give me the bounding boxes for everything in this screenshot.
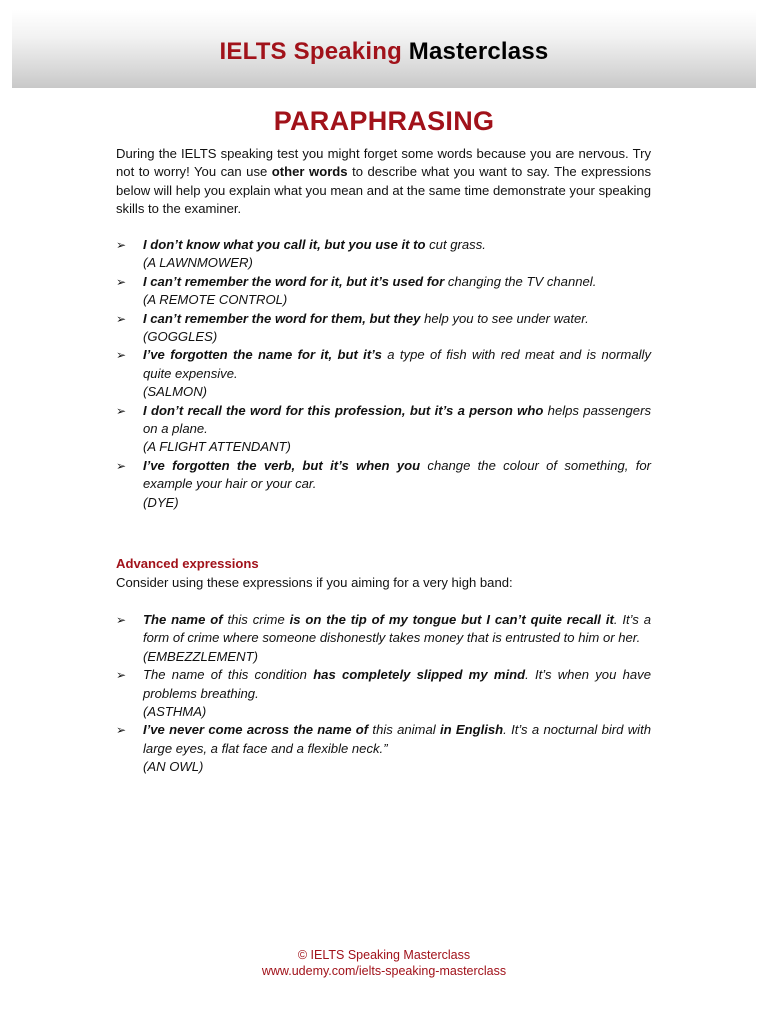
expression-phrase-bold: The name of: [143, 612, 223, 627]
expression-answer: (A REMOTE CONTROL): [143, 292, 288, 308]
expression-phrase: . It’s a form of crime where someone dishonestly takes money that is entrusted to him or her.: [143, 612, 651, 646]
expression-text: [143, 403, 651, 436]
expression-phrase-bold: I can’t remember the word for them, but they: [143, 310, 421, 326]
expression-text: [143, 667, 651, 700]
expression-text: [143, 274, 596, 289]
expression-phrase-bold: in English: [439, 722, 504, 738]
expression-phrase: The name of this condition: [143, 667, 314, 683]
expression-phrase: change the colour of something, for example your hair or your car.: [143, 457, 651, 492]
arrow-bullet-icon: ➢: [116, 274, 127, 289]
expression-phrase: cut grass.: [425, 237, 486, 252]
intro-paragraph: [116, 145, 651, 219]
header-banner: [12, 10, 756, 88]
expression-answer: (ASTHMA): [143, 704, 207, 720]
expression-answer: (A LAWNMOWER): [143, 255, 253, 271]
banner-title-plain: Masterclass: [401, 38, 549, 65]
expression-phrase: . It’s when you have problems breathing.: [143, 667, 651, 701]
intro-text-part1: During the IELTS speaking test you might forget some words because you are nervous. Try not to worry! You can use: [116, 146, 651, 180]
expression-answer: (EMBEZZLEMENT): [143, 648, 258, 664]
expression-item: [116, 346, 651, 401]
expression-answer: (A FLIGHT ATTENDANT): [143, 439, 291, 455]
expression-text: [143, 347, 651, 380]
advanced-expression-item: [116, 721, 651, 776]
advanced-expression-item: [116, 666, 651, 721]
expression-answer: (AN OWL): [143, 759, 204, 775]
arrow-bullet-icon: ➢: [116, 238, 127, 252]
expression-item: [116, 457, 651, 512]
expression-phrase-bold: I don’t recall the word for this profession, but it’s a person who: [143, 402, 544, 418]
expression-text: [143, 612, 651, 645]
expression-text: [143, 311, 589, 326]
advanced-expressions-list: [116, 611, 651, 777]
expression-phrase-bold: has completely slipped my mind: [313, 667, 526, 683]
expression-phrase: changing the TV channel.: [444, 273, 597, 289]
expression-item: [116, 310, 651, 347]
footer-url: www.udemy.com/ielts-speaking-masterclass: [261, 964, 507, 978]
intro-text-part2: to describe what you want to say. The expressions below will help you explain what you mean and at the same time demonstrate your speaking skills to the examiner.: [116, 164, 652, 217]
expression-item: [116, 236, 651, 273]
expression-phrase-bold: I can’t remember the word for it, but it’s used for: [143, 273, 445, 289]
advanced-intro: Consider using these expressions if you aiming for a very high band:: [116, 575, 513, 590]
arrow-bullet-icon: ➢: [116, 403, 127, 418]
advanced-heading: Advanced expressions: [116, 556, 259, 571]
expression-text: [143, 237, 486, 252]
expression-phrase-bold: is on the tip of my tongue but I can’t quite recall it: [289, 612, 614, 627]
expression-text: [143, 458, 651, 491]
arrow-bullet-icon: ➢: [116, 613, 127, 627]
expression-phrase: helps passengers on a plane.: [143, 402, 651, 437]
arrow-bullet-icon: ➢: [116, 668, 127, 683]
arrow-bullet-icon: ➢: [116, 311, 127, 326]
banner-title-accent: IELTS Speaking: [219, 38, 402, 65]
expressions-list: [116, 236, 651, 512]
expression-phrase-bold: I’ve forgotten the name for it, but it’s: [143, 347, 382, 363]
intro-bold-phrase: other words: [271, 164, 348, 180]
arrow-bullet-icon: ➢: [116, 458, 127, 473]
expression-answer: (SALMON): [143, 384, 208, 400]
expression-phrase: a type of fish with red meat and is normally quite expensive.: [143, 347, 651, 381]
page-title: PARAPHRASING: [273, 106, 495, 136]
expression-item: [116, 273, 651, 310]
expression-phrase: . It’s a nocturnal bird with large eyes, a flat face and a flexible neck.”: [143, 722, 651, 756]
advanced-expression-item: [116, 611, 651, 666]
expression-phrase-bold: I don’t know what you call it, but you use it to: [143, 237, 426, 252]
footer: [0, 947, 768, 979]
arrow-bullet-icon: ➢: [116, 723, 127, 738]
banner-title: [12, 38, 756, 66]
expression-phrase: this animal: [368, 722, 440, 738]
expression-item: [116, 402, 651, 457]
expression-phrase: this crime: [222, 612, 290, 627]
expression-answer: (DYE): [143, 494, 179, 510]
expression-text: [143, 722, 651, 755]
expression-phrase-bold: I’ve never come across the name of: [143, 722, 369, 738]
expression-phrase-bold: I’ve forgotten the verb, but it’s when you: [143, 457, 421, 473]
footer-copyright: © IELTS Speaking Masterclass: [297, 948, 471, 962]
expression-phrase: help you to see under water.: [420, 310, 589, 326]
arrow-bullet-icon: ➢: [116, 348, 127, 363]
expression-answer: (GOGGLES): [143, 329, 218, 345]
